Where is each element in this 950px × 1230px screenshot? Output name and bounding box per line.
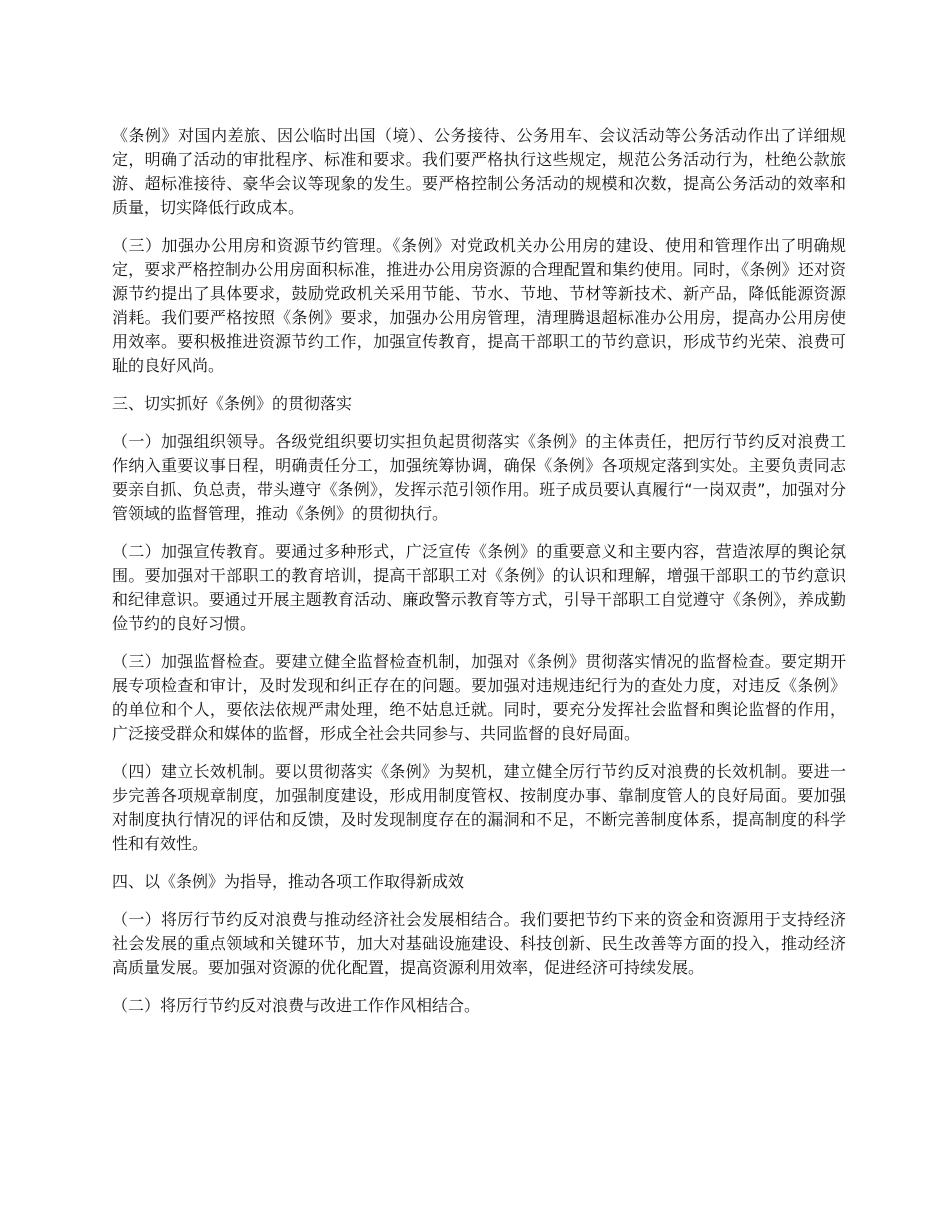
paragraph-travel-reception: 《条例》对国内差旅、因公临时出国（境）、公务接待、公务用车、会议活动等公务活动作出了详细规定，明确了活动的审批程序、标准和要求。我们要严格执行这些规定，规范公务活动行为，杜绝公款旅游、超标准接待、豪华会议等现象的发生。要严格控制公务活动的规模和次数，提高公务活动的效率和质量，切实降低行政成本。 [112, 126, 846, 217]
paragraph-work-style: （二）将厉行节约反对浪费与改进工作作风相结合。 [112, 996, 481, 1015]
section-heading-implementation: 三、切实抓好《条例》的贯彻落实 [112, 394, 353, 413]
paragraph-long-term-mechanism: （四）建立长效机制。要以贯彻落实《条例》为契机，建立健全厉行节约反对浪费的长效机制。要进一步完善各项规章制度，加强制度建设，形成用制度管权、按制度办事、靠制度管人的良好局面。要加强对制度执行情况的评估和反馈，及时发现制度存在的漏洞和不足，不断完善制度体系，提高制度的科学性和有效性。 [112, 762, 846, 853]
paragraph-organization-leadership: （一）加强组织领导。各级党组织要切实担负起贯彻落实《条例》的主体责任，把厉行节约反对浪费工作纳入重要议事日程，明确责任分工，加强统筹协调，确保《条例》各项规定落到实处。主要负责同志要亲自抓、负总责，带头遵守《条例》，发挥示范引领作用。班子成员要认真履行“一岗双责”，加强对分管领域的监督管理，推动《条例》的贯彻执行。 [112, 432, 846, 523]
section-heading-new-results: 四、以《条例》为指导，推动各项工作取得新成效 [112, 872, 465, 891]
paragraph-office-space-resources: （三）加强办公用房和资源节约管理。《条例》对党政机关办公用房的建设、使用和管理作出了明确规定，要求严格控制办公用房面积标准，推进办公用房资源的合理配置和集约使用。同时，《条例》还对资源节约提出了具体要求，鼓励党政机关采用节能、节水、节地、节材等新技术、新产品，降低能源资源消耗。我们要严格按照《条例》要求，加强办公用房管理，清理腾退超标准办公用房，提高办公用房使用效率。要积极推进资源节约工作，加强宣传教育，提高干部职工的节约意识，形成节约光荣、浪费可耻的良好风尚。 [112, 236, 846, 375]
paragraph-publicity-education: （二）加强宣传教育。要通过多种形式，广泛宣传《条例》的重要意义和主要内容，营造浓厚的舆论氛围。要加强对干部职工的教育培训，提高干部职工对《条例》的认识和理解，增强干部职工的节约意识和纪律意识。要通过开展主题教育活动、廉政警示教育等方式，引导干部职工自觉遵守《条例》，养成勤俭节约的良好习惯。 [112, 542, 846, 633]
document-body [112, 124, 846, 1032]
paragraph-supervision-inspection: （三）加强监督检查。要建立健全监督检查机制，加强对《条例》贯彻落实情况的监督检查。要定期开展专项检查和审计，及时发现和纠正存在的问题。要加强对违规违纪行为的查处力度，对违反《条例》的单位和个人，要依法依规严肃处理，绝不姑息迁就。同时，要充分发挥社会监督和舆论监督的作用，广泛接受群众和媒体的监督，形成全社会共同参与、共同监督的良好局面。 [112, 652, 846, 743]
paragraph-economic-development: （一）将厉行节约反对浪费与推动经济社会发展相结合。我们要把节约下来的资金和资源用于支持经济社会发展的重点领域和关键环节，加大对基础设施建设、科技创新、民生改善等方面的投入，推动经济高质量发展。要加强对资源的优化配置，提高资源利用效率，促进经济可持续发展。 [112, 910, 846, 977]
